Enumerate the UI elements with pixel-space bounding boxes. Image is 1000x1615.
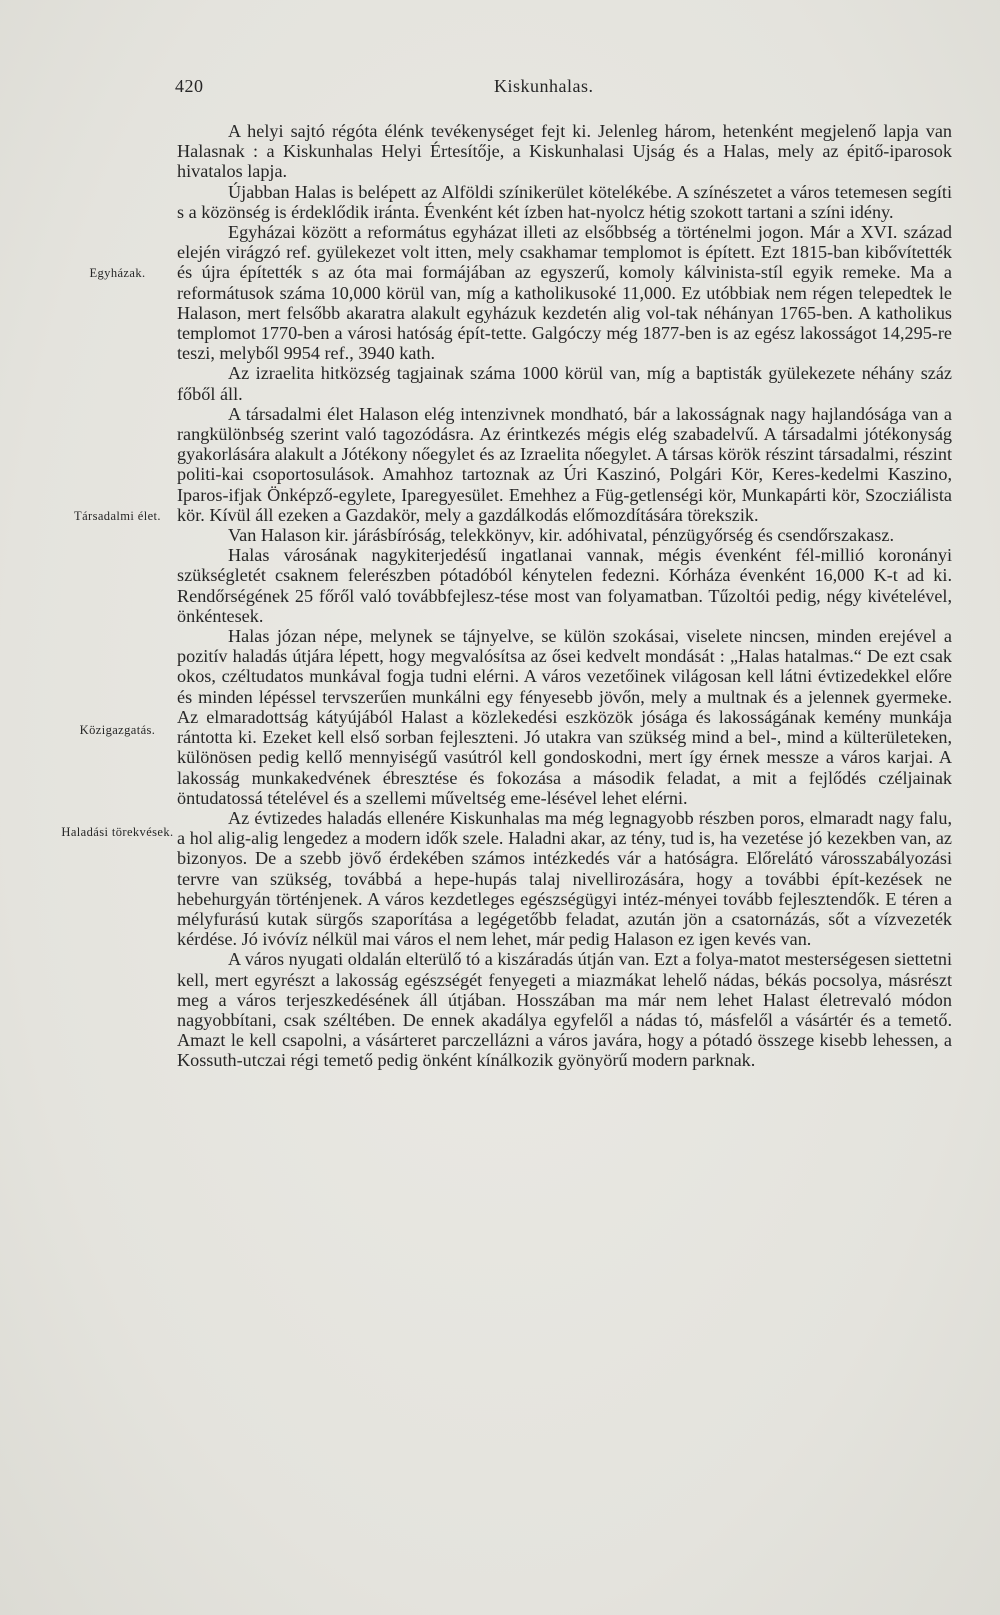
paragraph-progress: Halas józan népe, melynek se tájnyelve, se külön szokásai, viselete nincsen, minden erejével a pozitív haladás útjára lépett, hogy megvalósítsa az ősei kedvelt mondását : „Halas hatalmas.“ De ezt csak okos, czéltudatos munkával fogja tudni elérni. A város vezetőinek világosan kell látni évtizedekkel előre és minden lépéssel tervszerűen munkálni egy fényesebb jövőn, mely a multnak és a jelennek gyermeke. Az elmaradottság kátyújából Halast a közlekedési eszközök jósága és lakosságának kemény munkája rántotta ki. Ezeket kell első sorban fejleszteni. Jó utakra van szükség mind a bel-, mind a külterületeken, különösen pedig kellő mennyiségű vasútról kell gondoskodni, mert így érnek messze a város karjai. A lakosság munkakedvének ébresztése és fokozása a második feladat, a mit a fejlődés czéljainak öntudatossá tételével és a szellemi műveltség eme-lésével lehet elérni.	[177, 626, 952, 808]
paragraph-lake: A város nyugati oldalán elterülő tó a kiszáradás útján van. Ezt a folya-matot mesterségesen siettetni kell, mert egyrészt a lakosság egészségét fenyegeti a miazmákat lehelő nádas, békás pocsolya, másrészt meg a város terjeszkedésének áll útjában. Hosszában ma már nem lehet Halast életrevaló módon nagyobbítani, csak széltében. De ennek akadálya egyfelől a nádas tó, másfelől a vásártér és a temető. Amazt le kell csapolni, a vásárteret parczellázni a város javára, hogy a pótadó összege kisebb lehessen, a Kossuth-utczai régi temető pedig önként kínálkozik gyönyörű modern parknak.	[177, 949, 952, 1071]
paragraph-development: Az évtizedes haladás ellenére Kiskunhalas ma még legnagyobb részben poros, elmaradt nagy falu, a hol alig-alig lengedez a modern idők szele. Haladni akar, az tény, tud is, ha vezetése jó kezekben van, az bizonyos. De a szebb jövő érdekében számos intézkedés vár a hatóságra. Előrelátó városszabályozási tervre van szükség, továbbá a hepe-hupás talaj nivellirozására, hogy a további épít-kezések ne hebehurgyán történjenek. A város kezdetleges egészségügyi intéz-ményei tovább fejlesztendők. E téren a mélyfurású kutak sürgős szaporítása a legégetőbb feladat, azután jön a csatornázás, sőt a vízvezeték kérdése. Jó ivóvíz nélkül mai város el nem lehet, már pedig Halason ez igen kevés van.	[177, 807, 952, 950]
paragraph-theatre: Újabban Halas is belépett az Alföldi színikerület kötelékébe. A színészetet a város tetemesen segíti s a közönség is érdeklődik iránta. Évenként két ízben hat-nyolcz hétig szokott tartani a színi idény.	[177, 181, 952, 222]
page-number: 420	[175, 76, 204, 96]
paragraph-press: A helyi sajtó régóta élénk tevékenységet fejt ki. Jelenleg három, hetenként megjelenő lapja van Halasnak : a Kiskunhalas Helyi Értesítője, a Kiskunhalasi Ujság és a Halas, mely az épitő-iparosok hivatalos lapja.	[177, 121, 952, 182]
paragraph-administration: Halas városának nagykiterjedésű ingatlanai vannak, mégis évenként fél-millió koronányi szükségletét csaknem felerészben pótadóból kénytelen fedezni. Kórháza évenként 16,000 K-t ad ki. Rendőrségének 25 főről való továbbfejlesz-tése most van folyamatban. Tűzoltói pedig, négy kivételével, önkéntesek.	[177, 545, 952, 626]
paragraph-churches: Egyházai között a református egyházat illeti az elsőbbség a történelmi jogon. Már a XVI. század elején virágzó ref. gyülekezet volt itten, mely csakhamar templomot is épített. Ezt 1815-ban kibővítették és újra építették s az óta mai formájában az egyszerű, komoly kálvinista-stíl egyik remeke. Ma a reformátusok száma 10,000 körül van, míg a katholikusoké 11,000. Ez utóbbiak nem régen telepedtek le Halason, mert felsőbb akaratra alakult egyházuk kezdetén alig vol-tak néhányan 1765-ben. A katholikus templomot 1770-ben a városi hatóság épít-tette. Galgóczy még 1877-ben is az egész lakosságot 14,295-re teszi, melyből 9954 ref., 3940 kath.	[177, 222, 952, 364]
paragraph-israelite: Az izraelita hitközség tagjainak száma 1000 körül van, míg a baptisták gyülekezete néhány száz főből áll.	[177, 363, 952, 404]
margin-notes	[60, 0, 175, 1615]
margin-note-progress: Haladási törekvések.	[61, 825, 174, 839]
paragraph-offices: Van Halason kir. járásbíróság, telekkönyv, kir. adóhivatal, pénzügyőrség és csendőrszakasz.	[228, 525, 894, 546]
body-text	[177, 121, 952, 1071]
margin-note-social-life: Társadalmi élet.	[74, 509, 161, 523]
page-header	[172, 70, 952, 100]
paragraph-social-life: A társadalmi élet Halason elég intenzivnek mondható, bár a lakosságnak nagy hajlandósága van a rangkülönbség szerint való tagozódásra. Az érintkezés mégis elég szabadelvű. A társadalmi jótékonyság gyakorlására alakult a Jótékony nőegylet és az Izraelita nőegylet. A társas körök részint társadalmi, részint politi-kai csoportosulások. Amahhoz tartoznak az Úri Kaszinó, Polgári Kör, Keres-kedelmi Kaszino, Iparos-ifjak Önképző-egylete, Iparegyesület. Emehhez a Füg-getlenségi kör, Munkapárti kör, Szocziálista kör. Kívül áll ezeken a Gazdakör, mely a gazdálkodás előmozdítására törekszik.	[177, 403, 952, 525]
margin-note-churches: Egyházak.	[89, 266, 146, 280]
running-title: Kiskunhalas.	[494, 76, 594, 96]
margin-note-administration: Közigazgatás.	[79, 723, 156, 737]
